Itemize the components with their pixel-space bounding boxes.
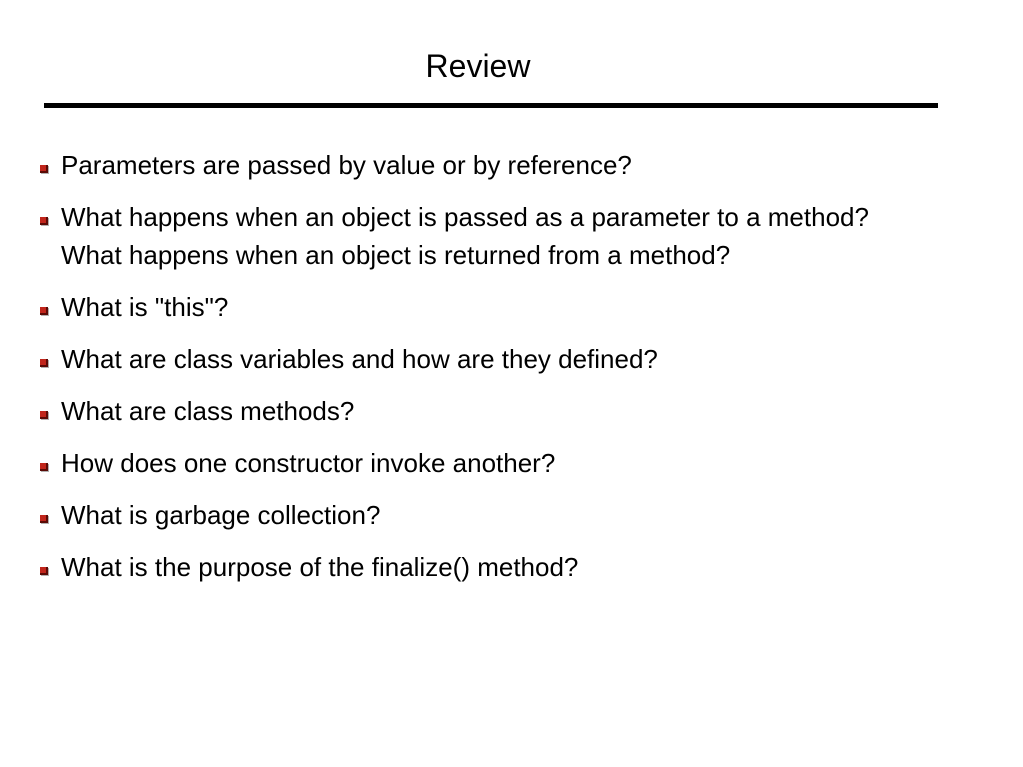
bullet-text: What is the purpose of the finalize() method? xyxy=(61,552,579,582)
bullet-item xyxy=(0,392,911,430)
bullet-item xyxy=(0,340,911,378)
red-square-bullet-icon xyxy=(40,165,48,173)
red-square-bullet-icon xyxy=(40,567,48,575)
bullet-item xyxy=(0,496,911,534)
bullet-item xyxy=(0,198,911,274)
bullet-list xyxy=(0,146,1023,600)
red-square-bullet-icon xyxy=(40,359,48,367)
bullet-item xyxy=(0,146,911,184)
bullet-text: What are class variables and how are they defined? xyxy=(61,344,658,374)
bullet-text: What are class methods? xyxy=(61,396,355,426)
red-square-bullet-icon xyxy=(40,411,48,419)
bullet-text: What is garbage collection? xyxy=(61,500,381,530)
bullet-text: What is "this"? xyxy=(61,292,229,322)
slide-title: Review xyxy=(425,48,531,84)
bullet-text: How does one constructor invoke another? xyxy=(61,448,556,478)
bullet-text: Parameters are passed by value or by reference? xyxy=(61,150,632,180)
title-underline xyxy=(44,103,938,108)
bullet-item xyxy=(0,444,911,482)
red-square-bullet-icon xyxy=(40,463,48,471)
red-square-bullet-icon xyxy=(40,515,48,523)
bullet-item xyxy=(0,288,911,326)
red-square-bullet-icon xyxy=(40,217,48,225)
bullet-item xyxy=(0,548,911,586)
bullet-text: What happens when an object is passed as a parameter to a method? What happens when an object is returned from a method? xyxy=(61,202,884,270)
red-square-bullet-icon xyxy=(40,307,48,315)
